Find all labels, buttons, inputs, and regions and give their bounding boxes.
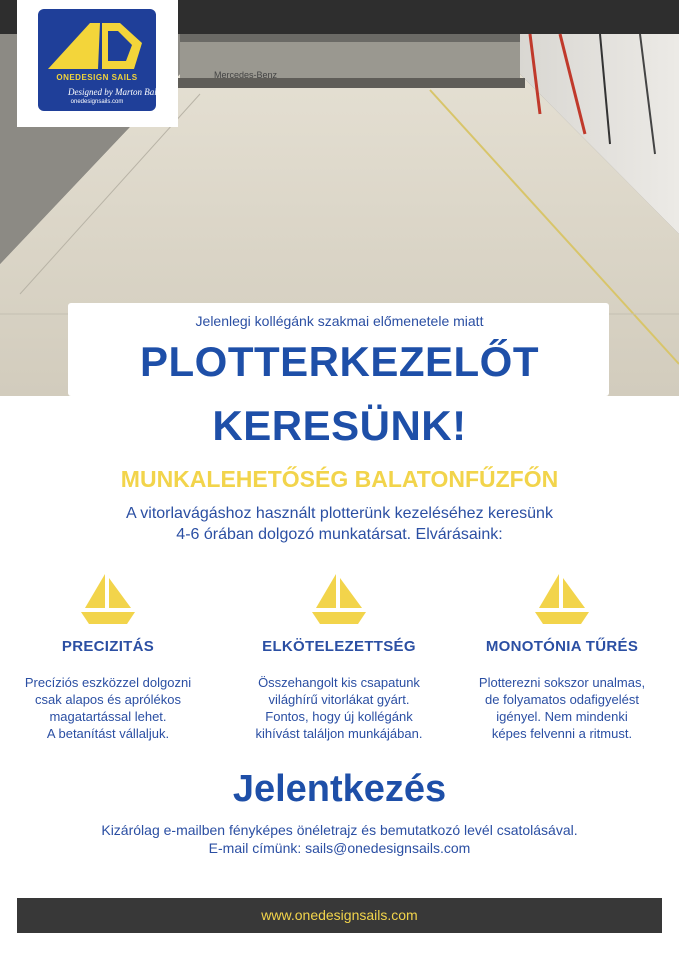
logo-container <box>17 0 178 127</box>
requirement-line: Plotterezni sokszor unalmas, <box>478 675 646 690</box>
requirement-line: kihívást találjon munkájában. <box>255 726 423 741</box>
logo-brand: ONEDESIGN SAILS <box>56 73 138 82</box>
title-line-1: PLOTTERKEZELŐT <box>140 338 539 385</box>
requirement-commitment <box>239 572 439 742</box>
apply-line-1: Kizárólag e-mailben fényképes önéletrajz és bemutatkozó levél csatolásával. <box>101 822 578 838</box>
requirement-line: Precíziós eszközzel dolgozni <box>24 675 192 690</box>
website-link[interactable]: www.onedesignsails.com <box>261 907 418 923</box>
apply-text <box>0 821 679 857</box>
requirement-line: igényel. Nem mindenki <box>496 709 628 724</box>
requirement-line: képes felvenni a ritmust. <box>491 726 633 741</box>
requirement-precision <box>8 572 208 742</box>
requirement-line: magatartással lehet. <box>49 709 167 724</box>
requirement-title: ELKÖTELEZETTSÉG <box>262 638 416 655</box>
sailboat-icon <box>533 572 591 628</box>
brand-logo <box>38 9 169 111</box>
requirement-text <box>462 674 662 742</box>
requirement-title: PRECIZITÁS <box>61 638 155 655</box>
requirement-line: de folyamatos odafigyelést <box>485 692 639 707</box>
requirement-monotony <box>462 572 662 742</box>
requirement-line: Összehangolt kis csapatunk <box>258 675 420 690</box>
requirement-text <box>239 674 439 742</box>
logo-signature: Designed by Marton Balazs <box>68 87 169 97</box>
description-line-1: A vitorlavágáshoz használt plotterünk kezeléséhez keresünk <box>126 505 553 522</box>
machine-label: Mercedes-Benz <box>214 70 278 80</box>
sailboat-icon <box>310 572 368 628</box>
requirement-line: A betanítást vállaljuk. <box>46 726 170 741</box>
intro-text: Jelenlegi kollégánk szakmai előmenetele miatt <box>195 313 484 329</box>
subtitle: MUNKALEHETŐSÉG BALATONFŰZFŐN <box>120 466 559 492</box>
requirement-line: csak alapos és aprólékos <box>35 692 181 707</box>
sail-logo-icon <box>38 9 169 111</box>
apply-email-line[interactable]: E-mail címünk: sails@onedesignsails.com <box>208 840 471 856</box>
requirement-text <box>8 674 208 742</box>
apply-title: Jelentkezés <box>232 768 447 810</box>
description-line-2: 4-6 órában dolgozó munkatársat. Elvárásaink: <box>176 526 503 543</box>
title-line-2: KERESÜNK! <box>212 402 467 449</box>
footer-bar <box>17 898 662 933</box>
requirement-line: Fontos, hogy új kollégánk <box>265 709 413 724</box>
description <box>0 503 679 545</box>
requirement-line: világhírű vitorlákat gyárt. <box>268 692 410 707</box>
requirement-title: MONOTÓNIA TŰRÉS <box>485 638 639 655</box>
logo-url: onedesignsails.com <box>70 99 124 105</box>
sailboat-icon <box>79 572 137 628</box>
